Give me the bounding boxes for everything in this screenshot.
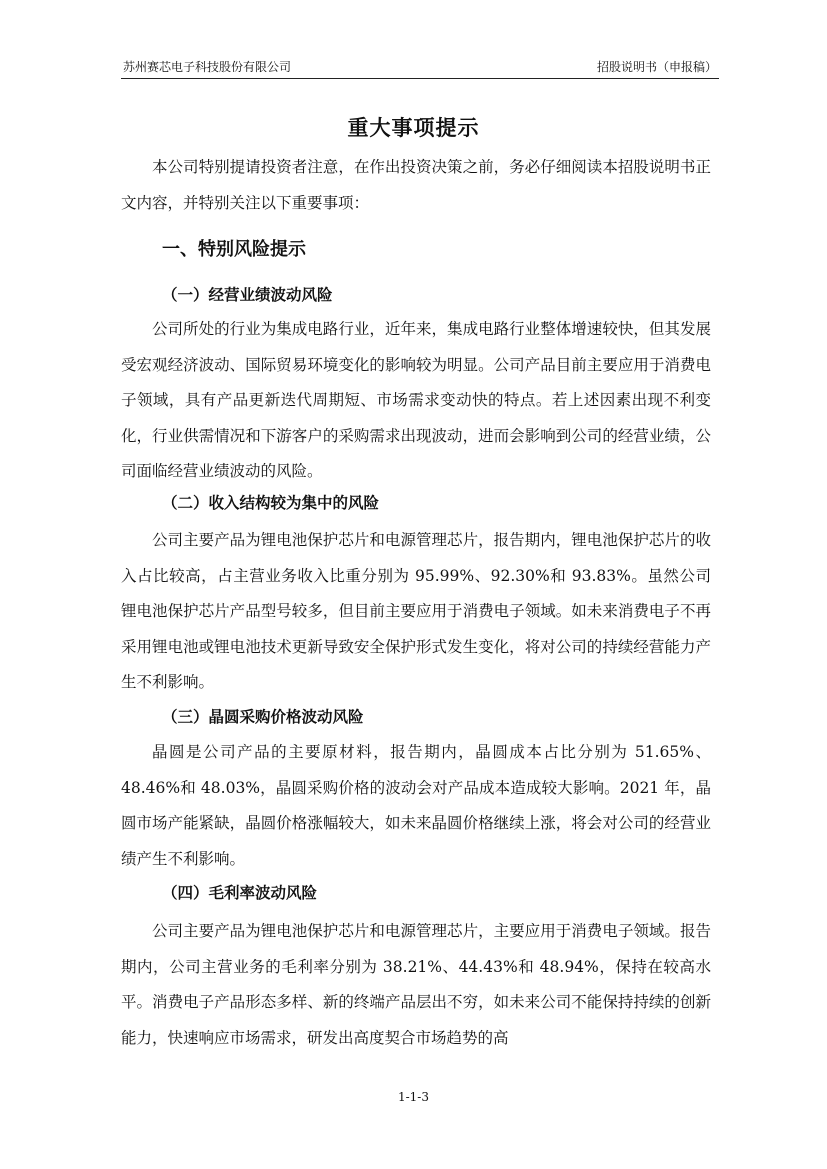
- header-doc-type: 招股说明书（申报稿）: [596, 60, 717, 74]
- section-heading-special-risks: 一、特别风险提示: [162, 239, 306, 260]
- paragraph-performance-risk: 公司所处的行业为集成电路行业，近年来，集成电路行业整体增速较快，但其发展受宏观经济波动、国际贸易环境变化的影响较为明显。公司产品目前主要应用于消费电子领域，具有产品更新迭代周期短、市场需求变动快的特点。若上述因素出现不利变化，行业供需情况和下游客户的采购需求出现波动，进而会影响到公司的经营业绩，公司面临经营业绩波动的风险。: [121, 320, 711, 480]
- paragraph-gross-margin: 公司主要产品为锂电池保护芯片和电源管理芯片，主要应用于消费电子领域。报告期内，公司主营业务的毛利率分别为 38.21%、44.43%和 48.94%，保持在较高水平。消费电子产品形态多样、新的终端产品层出不穷，如未来公司不能保持持续的创新能力，快速响应市场需求，研发出高度契合市场趋势的高: [121, 922, 711, 1047]
- paragraph-revenue-concentration: 公司主要产品为锂电池保护芯片和电源管理芯片，报告期内，锂电池保护芯片的收入占比较高，占主营业务收入比重分别为 95.99%、92.30%和 93.83%。虽然公司锂电池保护芯片产品型号较多，但目前主要应用于消费电子领域。如未来消费电子不再采用锂电池或锂电池技术更新导致安全保护形式发生变化，将对公司的持续经营能力产生不利影响。: [121, 531, 711, 691]
- subsection-heading-performance-risk: （一）经营业绩波动风险: [162, 285, 333, 304]
- page-header: [121, 56, 719, 79]
- subsection-heading-gross-margin: （四）毛利率波动风险: [162, 883, 318, 902]
- page-title: 重大事项提示: [347, 115, 480, 140]
- header-company: 苏州赛芯电子科技股份有限公司: [123, 60, 292, 74]
- subsection-heading-wafer-price: （三）晶圆采购价格波动风险: [162, 707, 364, 726]
- subsection-heading-revenue-concentration: （二）收入结构较为集中的风险: [162, 493, 380, 512]
- intro-paragraph: 本公司特别提请投资者注意，在作出投资决策之前，务必仔细阅读本招股说明书正文内容，并特别关注以下重要事项：: [121, 158, 711, 212]
- page-number: 1-1-3: [397, 1090, 429, 1104]
- paragraph-wafer-price: 晶圆是公司产品的主要原材料，报告期内，晶圆成本占比分别为 51.65%、48.46%和 48.03%，晶圆采购价格的波动会对产品成本造成较大影响。2021 年，晶圆市场产能紧缺，晶圆价格涨幅较大，如未来晶圆价格继续上涨，将会对公司的经营业绩产生不利影响。: [121, 743, 711, 868]
